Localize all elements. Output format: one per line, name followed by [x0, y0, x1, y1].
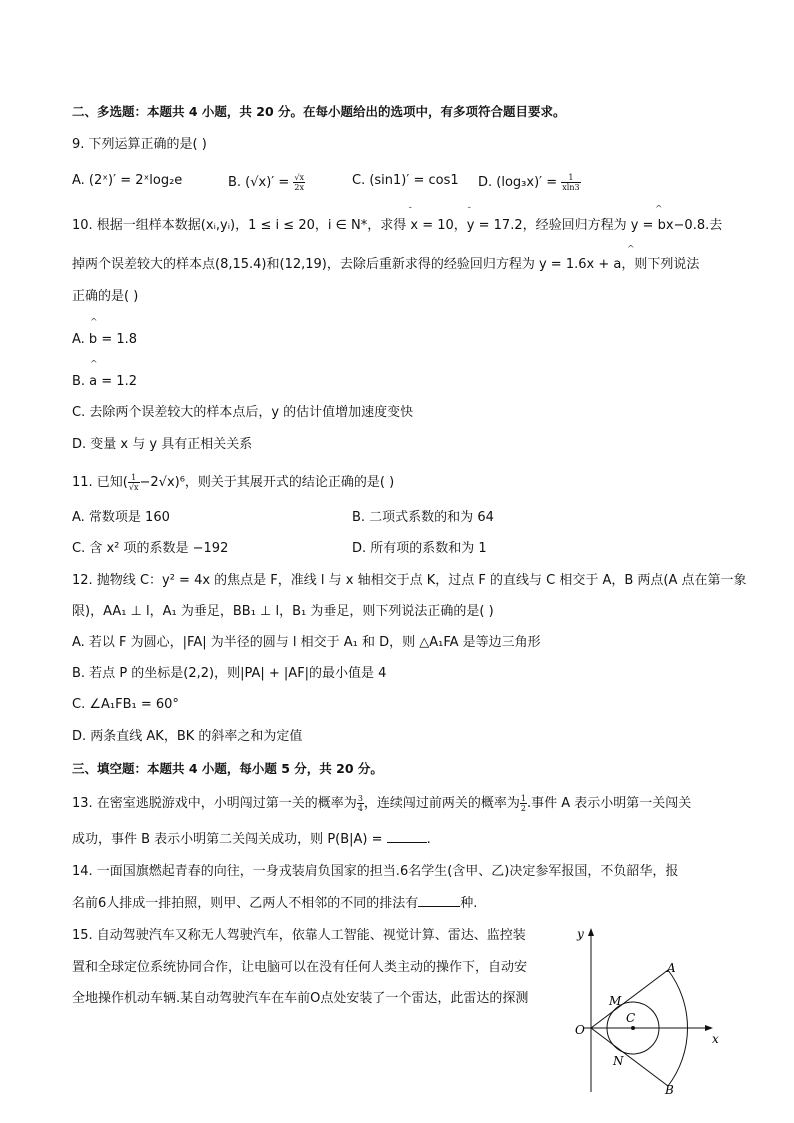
q10-option-c: C. 去除两个误差较大的样本点后，y 的估计值增加速度变快 — [72, 405, 414, 420]
q9-option-d-fraction: $\frac{1}{xln3}$ — [562, 173, 580, 192]
q9-option-b: B. (√x)′ = $\frac{√x}{2x}$ — [228, 173, 305, 192]
point-c-label: C — [626, 1011, 636, 1025]
q11-option-b: B. 二项式系数的和为 64 — [352, 510, 494, 525]
question-10-line-2: 掉两个误差较大的样本点(8,15.4)和(12,19)，去除后重新求得的经验回归方程为 y = 1.6x + a，则下列说法 — [72, 257, 700, 272]
q13-fraction-1: $\frac{3}{4}$ — [357, 794, 363, 813]
question-12-line-1: 12. 抛物线 C：y² = 4x 的焦点是 F，准线 l 与 x 轴相交于点 K，过点 F 的直线与 C 相交于 A，B 两点(A 点在第一象 — [72, 573, 747, 588]
q13-fraction-2: $\frac{1}{2}$ — [520, 794, 527, 813]
q9-option-c: C. (sin1)′ = cos1 — [352, 173, 459, 188]
q11-option-c: C. 含 x² 项的系数是 −192 — [72, 541, 229, 556]
yhat-mark: ^ — [655, 205, 663, 215]
point-n-label: N — [613, 1054, 624, 1068]
question-15-line-2: 置和全球定位系统协同合作，让电脑可以在没有任何人类主动的操作下，自动安 — [72, 960, 528, 975]
q9-option-b-fraction: $\frac{√x}{2x}$ — [294, 173, 305, 192]
question-13-line-1: 13. 在密室逃脱游戏中，小明闯过第一关的概率为 $\frac{3}{4}$ ，连续闯过前两关的概率为 $\frac{1}{2}$ .事件 A 表示小明第一关闯关 — [72, 794, 692, 813]
question-14-line-1: 14. 一面国旗燃起青春的向往，一身戎装肩负国家的担当.6名学生(含甲、乙)决定参军报国，不负韶华，报 — [72, 864, 679, 879]
question-12-line-2: 限)，AA₁ ⊥ l，A₁ 为垂足，BB₁ ⊥ l，B₁ 为垂足，则下列说法正确的是( ) — [72, 604, 494, 619]
bhat-mark: ^ — [90, 318, 98, 328]
center-point — [631, 1026, 635, 1030]
q10-option-a: A. b = 1.8 — [72, 332, 138, 347]
point-m-label: M — [609, 994, 622, 1008]
q10-option-b: B. a = 1.2 — [72, 374, 137, 389]
x-axis-arrow — [705, 1025, 713, 1031]
q9-option-d: D. (log₃x)′ = $\frac{1}{xln3}$ — [478, 173, 580, 192]
question-9-stem: 9. 下列运算正确的是( ) — [72, 137, 207, 152]
ahat-mark: ^ — [90, 360, 98, 370]
ray-ob — [591, 1028, 668, 1086]
question-13-line-2: 成功，事件 B 表示小明第二关闯关成功，则 P(B|A) = . — [72, 832, 431, 847]
q14-answer-blank[interactable] — [418, 895, 460, 907]
question-11-stem: 11. 已知( $\frac{1}{√x}$ −2√x)⁶，则关于其展开式的结论正确的是( ) — [72, 473, 395, 492]
q12-option-c: C. ∠A₁FB₁ = 60° — [72, 697, 179, 712]
ybar-mark: ¯ — [467, 207, 472, 217]
q12-option-a: A. 若以 F 为圆心，|FA| 为半径的圆与 l 相交于 A₁ 和 D，则 △A₁FA 是等边三角形 — [72, 635, 541, 650]
radar-figure — [565, 922, 730, 1102]
x-axis-label: x — [712, 1032, 719, 1046]
q12-option-d: D. 两条直线 AK，BK 的斜率之和为定值 — [72, 729, 303, 744]
q11-option-d: D. 所有项的系数和为 1 — [352, 541, 487, 556]
q10-option-d: D. 变量 x 与 y 具有正相关关系 — [72, 437, 253, 452]
y-axis-arrow — [588, 928, 594, 936]
section-heading-multiple-choice: 二、多选题：本题共 4 小题，共 20 分。在每小题给出的选项中，有多项符合题目要求。 — [72, 104, 566, 119]
point-a-label: A — [667, 961, 676, 975]
question-10-line-3: 正确的是( ) — [72, 289, 139, 304]
xbar-mark: ¯ — [408, 207, 413, 217]
question-15-line-1: 15. 自动驾驶汽车又称无人驾驶汽车，依靠人工智能、视觉计算、雷达、监控装 — [72, 928, 526, 943]
section-heading-fill-in: 三、填空题：本题共 4 小题，每小题 5 分，共 20 分。 — [72, 761, 383, 776]
y-axis-label: y — [577, 927, 584, 941]
point-b-label: B — [665, 1083, 674, 1097]
origin-label: O — [575, 1023, 585, 1037]
q12-option-b: B. 若点 P 的坐标是(2,2)，则|PA| + |AF|的最小值是 4 — [72, 666, 387, 681]
q9-option-a: A. (2ˣ)′ = 2ˣlog₂e — [72, 173, 183, 188]
q11-option-a: A. 常数项是 160 — [72, 510, 170, 525]
yhat-mark-2: ^ — [627, 245, 635, 255]
question-10-line-1: 10. 根据一组样本数据(xᵢ,yᵢ)，1 ≤ i ≤ 20，i ∈ N*，求得 x = 10，y = 17.2，经验回归方程为 y = bx−0.8.去 — [72, 218, 723, 233]
question-14-line-2: 名前6人排成一排拍照，则甲、乙两人不相邻的不同的排法有 种. — [72, 896, 478, 911]
q13-answer-blank[interactable] — [387, 831, 427, 843]
question-15-line-3: 全地操作机动车辆.某自动驾驶汽车在车前O点处安装了一个雷达，此雷达的探测 — [72, 991, 529, 1006]
q11-fraction: $\frac{1}{√x}$ — [128, 473, 139, 492]
